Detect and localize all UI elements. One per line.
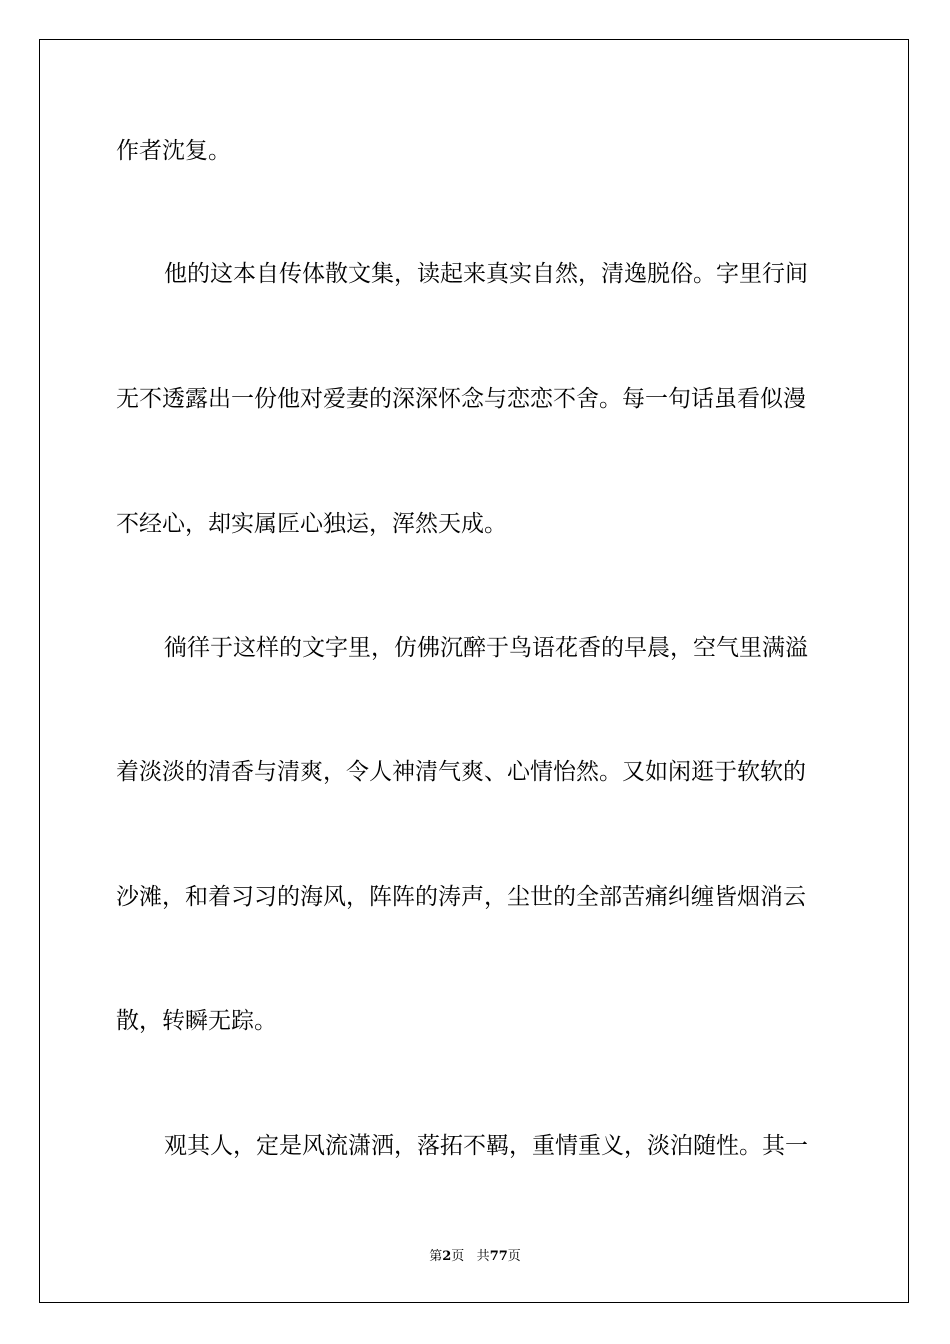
page-label-prefix: 第 <box>429 1249 443 1264</box>
page-label-suffix: 页 <box>451 1249 465 1264</box>
text-line: 散，转瞬无踪。 <box>116 1008 277 1034</box>
text-line: 着淡淡的清香与清爽，令人神清气爽、心情怡然。又如闲逛于软软的 <box>116 759 806 785</box>
text-line: 作者沈复。 <box>116 138 231 164</box>
text-line: 无不透露出一份他对爱妻的深深怀念与恋恋不舍。每一句话虽看似漫 <box>116 386 806 412</box>
total-pages: 77 <box>489 1249 508 1264</box>
text-line: 不经心，却实属匠心独运，浑然天成。 <box>116 511 507 537</box>
total-label-suffix: 页 <box>507 1249 521 1264</box>
paragraph-first-line: 观其人，定是风流潇洒，落拓不羁，重情重义，淡泊随性。其一 <box>164 1133 808 1159</box>
total-label-prefix: 共 <box>476 1249 490 1264</box>
page-border <box>39 39 909 1303</box>
text-line: 沙滩，和着习习的海风，阵阵的涛声，尘世的全部苦痛纠缠皆烟消云 <box>116 884 806 910</box>
page-number: 2 <box>442 1249 452 1264</box>
paragraph-first-line: 徜徉于这样的文字里，仿佛沉醉于鸟语花香的早晨，空气里满溢 <box>164 635 808 661</box>
paragraph-first-line: 他的这本自传体散文集，读起来真实自然，清逸脱俗。字里行间 <box>164 261 808 287</box>
page-footer <box>0 1248 950 1266</box>
